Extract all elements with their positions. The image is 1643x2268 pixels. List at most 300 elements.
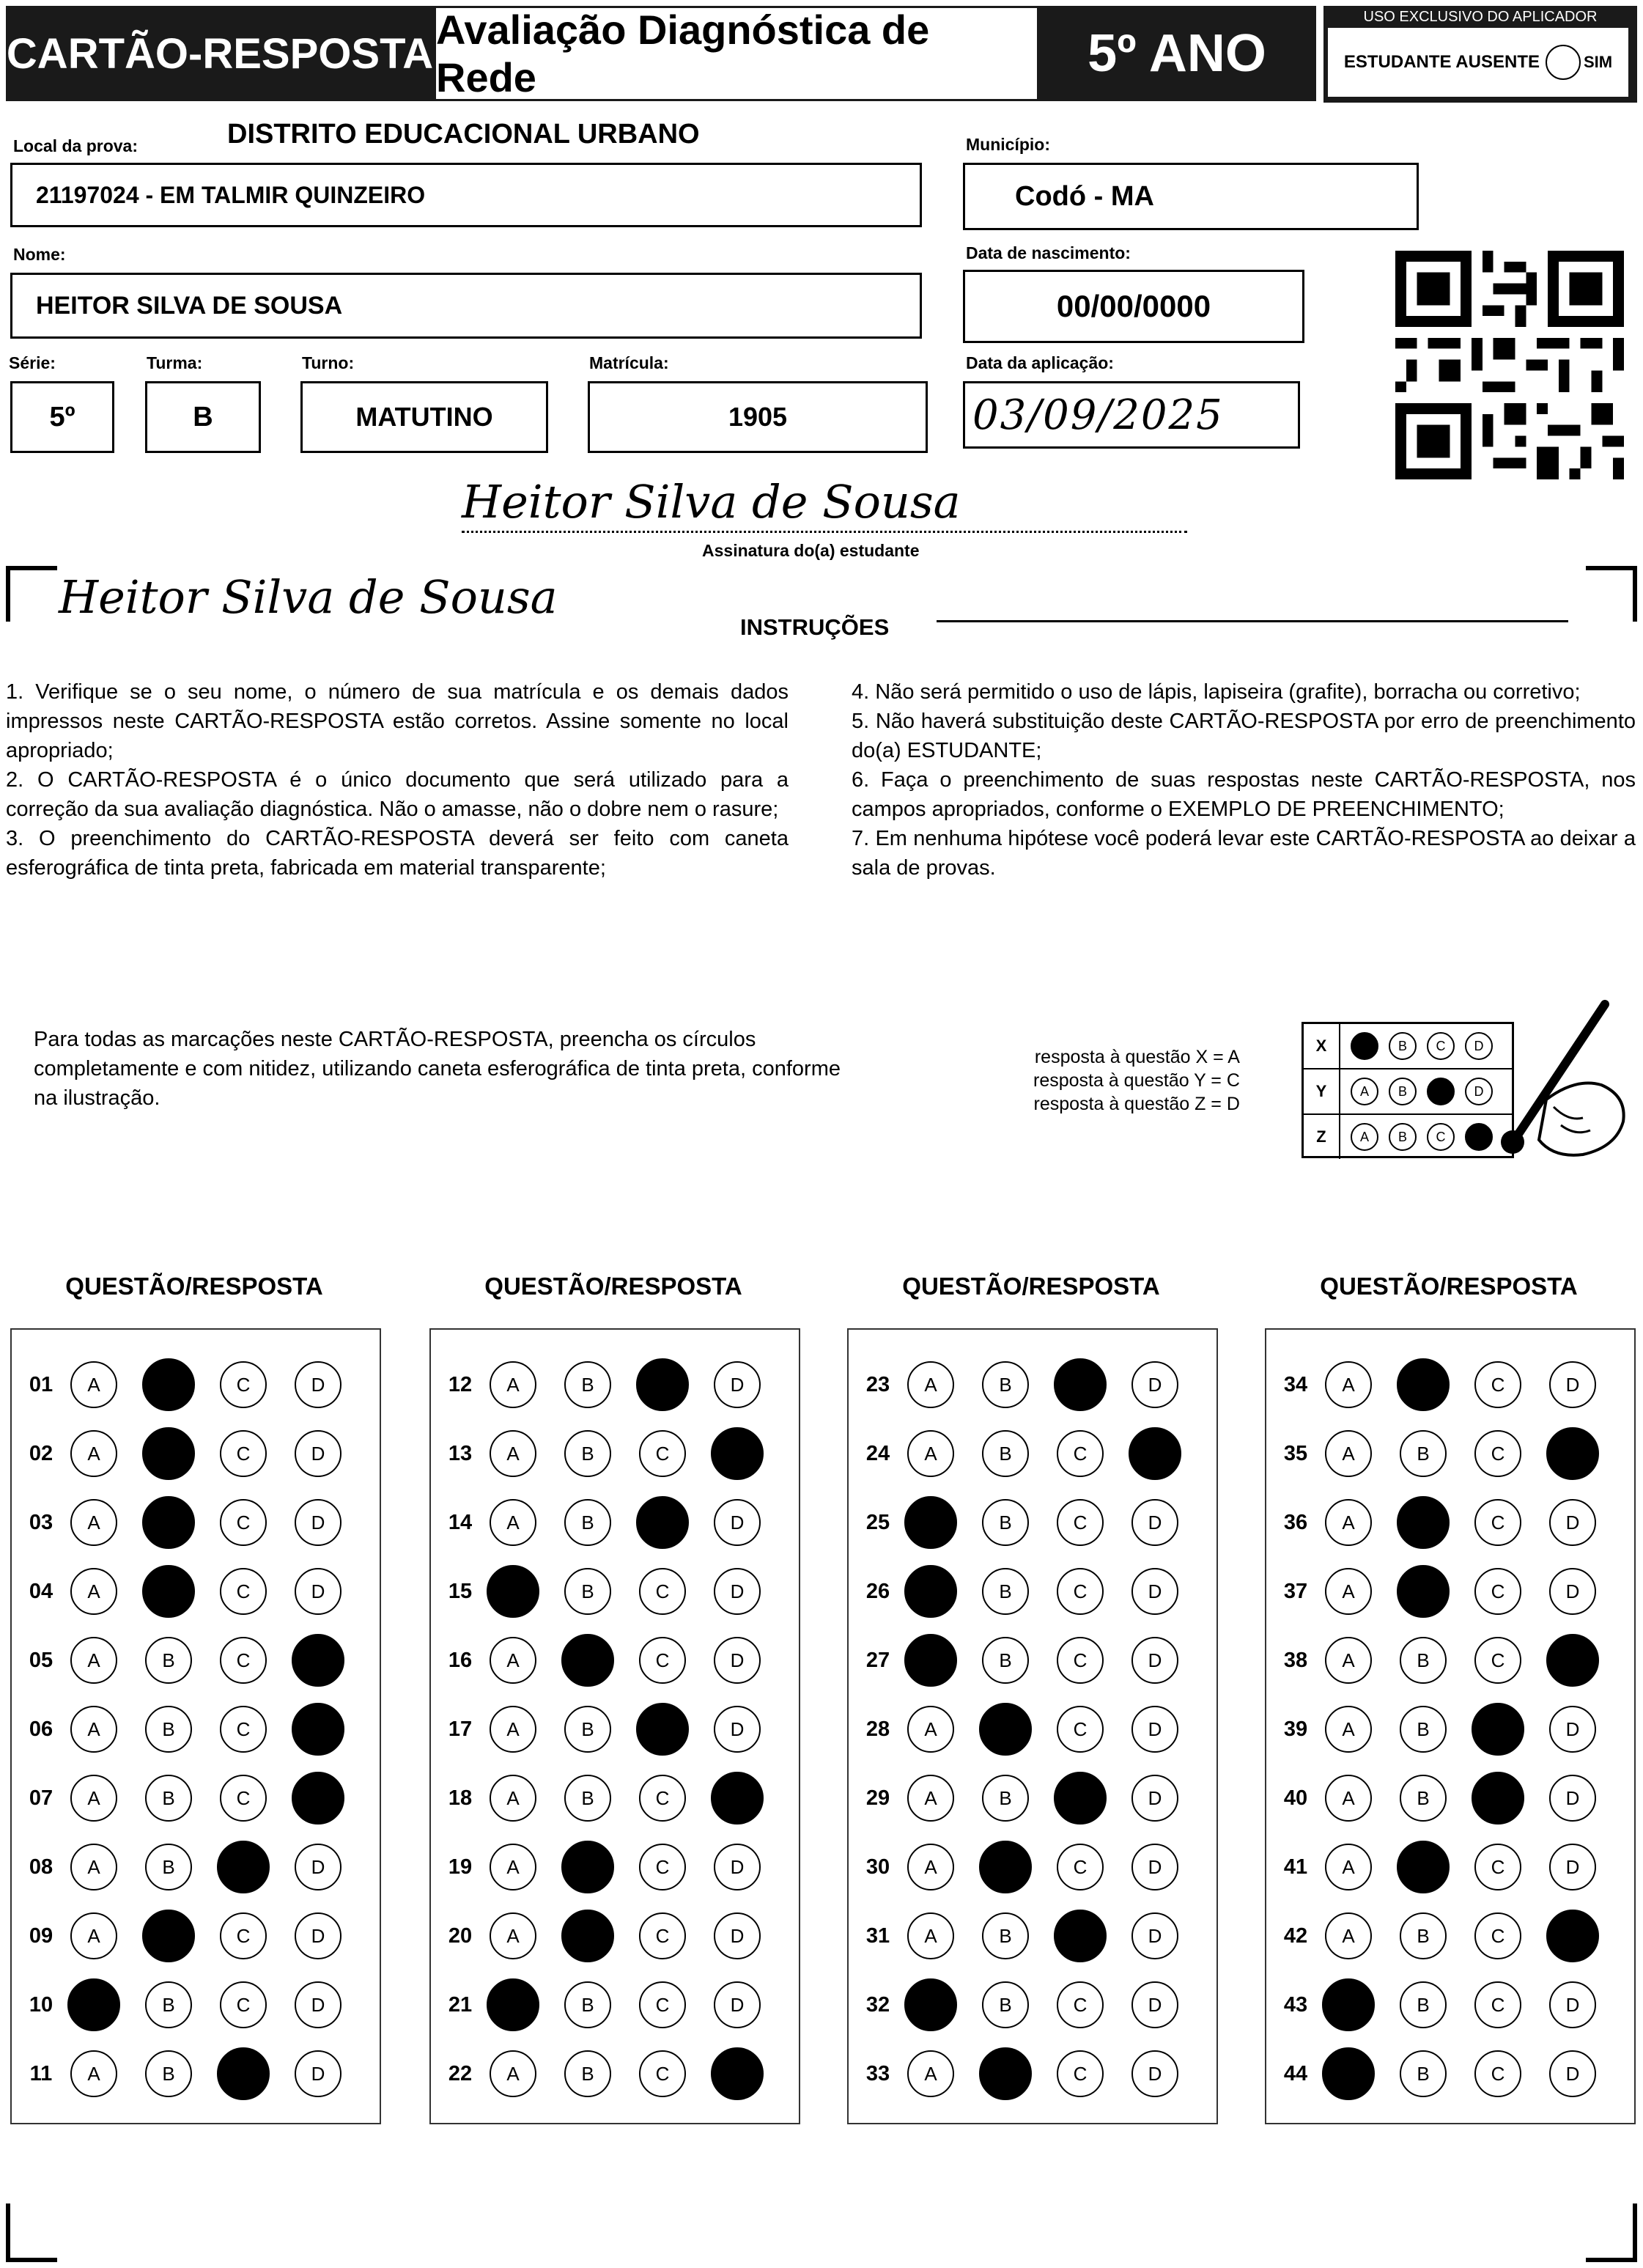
answer-bubble-a[interactable]: A [1325, 1430, 1372, 1477]
answer-bubble-b[interactable]: B [1400, 1706, 1447, 1753]
answer-bubble-a-marked[interactable]: A [487, 1565, 539, 1618]
answer-bubble-b[interactable]: B [1400, 1430, 1447, 1477]
question-row [431, 1979, 789, 2030]
answer-bubble-d[interactable]: D [1131, 1844, 1178, 1890]
answer-bubble-b[interactable]: B [982, 1775, 1029, 1822]
answer-bubble-c[interactable]: C [1057, 1499, 1104, 1546]
answer-bubble-b-marked[interactable]: B [1397, 1358, 1450, 1411]
answer-bubble-d[interactable]: D [1549, 1499, 1596, 1546]
instructions-title: INSTRUÇÕES [740, 614, 890, 640]
question-number: 38 [1283, 1648, 1308, 1672]
question-row [1266, 1635, 1624, 1686]
absent-label: ESTUDANTE AUSENTE [1343, 52, 1540, 72]
answer-bubble-b[interactable]: B [982, 1499, 1029, 1546]
answer-bubble-d[interactable]: D [1549, 1775, 1596, 1822]
answer-bubble-d[interactable]: D [1131, 1361, 1178, 1408]
question-row [12, 1497, 369, 1548]
answer-bubble-d[interactable]: D [1549, 1361, 1596, 1408]
answer-bubble-d[interactable]: D [1131, 1568, 1178, 1615]
local-label: Local da prova: [13, 136, 138, 155]
answer-bubble-c[interactable]: C [639, 1981, 686, 2028]
hand-pen-icon [1473, 997, 1634, 1173]
answer-bubble-a[interactable]: A [70, 1637, 117, 1684]
question-row [849, 1910, 1206, 1962]
answer-bubble-b[interactable]: B [1400, 2050, 1447, 2097]
answer-bubble-a[interactable]: A [1325, 1361, 1372, 1408]
column-title: QUESTÃO/RESPOSTA [1320, 1273, 1578, 1300]
answer-bubble-b[interactable]: B [145, 1637, 192, 1684]
answer-bubble-a[interactable]: A [490, 1637, 536, 1684]
question-number: 17 [448, 1717, 473, 1741]
question-number: 39 [1283, 1717, 1308, 1741]
answer-bubble-a[interactable]: A [907, 1844, 954, 1890]
question-number: 42 [1283, 1923, 1308, 1948]
answer-bubble-d[interactable]: D [714, 1706, 761, 1753]
question-row [431, 1704, 789, 1755]
answer-bubble-c[interactable]: C [220, 1775, 267, 1822]
example-bubble: A [1351, 1078, 1378, 1105]
answer-bubble-a[interactable]: A [70, 2050, 117, 2097]
legend-z: resposta à questão Z = D [1033, 1094, 1240, 1114]
column-title: QUESTÃO/RESPOSTA [484, 1273, 742, 1300]
answer-bubble-a[interactable]: A [907, 1775, 954, 1822]
question-number: 04 [29, 1579, 53, 1603]
answer-bubble-c[interactable]: C [1057, 1981, 1104, 2028]
answer-bubble-a[interactable]: A [1325, 1637, 1372, 1684]
instruction-5: 5. Não haverá substituição deste CARTÃO-RESPOSTA por erro de preenchimento do(a) ESTUDANTE; [852, 710, 1636, 762]
answer-bubble-a[interactable]: A [1325, 1706, 1372, 1753]
answer-bubble-c[interactable]: C [1474, 1361, 1521, 1408]
example-bubble: D [1465, 1032, 1493, 1060]
answer-bubble-c[interactable]: C [1057, 1430, 1104, 1477]
answer-bubble-a-marked[interactable]: A [487, 1978, 539, 2031]
answer-bubble-c[interactable]: C [639, 1637, 686, 1684]
answer-bubble-b[interactable]: B [564, 1981, 611, 2028]
answer-bubble-a[interactable]: A [70, 1844, 117, 1890]
answer-bubble-d[interactable]: D [714, 1981, 761, 2028]
question-row [431, 2048, 789, 2099]
answer-bubble-b-marked[interactable]: B [142, 1496, 195, 1549]
example-bubble: A [1351, 1123, 1378, 1151]
answer-bubble-d[interactable]: D [714, 1361, 761, 1408]
answer-bubble-a[interactable]: A [1325, 1568, 1372, 1615]
turno-label: Turno: [302, 353, 355, 372]
matricula-value: 1905 [728, 402, 788, 432]
answer-bubble-b[interactable]: B [145, 1706, 192, 1753]
question-number: 02 [29, 1441, 53, 1465]
answer-bubble-d[interactable]: D [714, 1844, 761, 1890]
answer-bubble-a-marked[interactable]: A [904, 1634, 957, 1687]
district-name: DISTRITO EDUCACIONAL URBANO [227, 119, 700, 150]
answer-bubble-a-marked[interactable]: A [904, 1978, 957, 2031]
answer-bubble-d[interactable]: D [1131, 1775, 1178, 1822]
nome-value: HEITOR SILVA DE SOUSA [36, 291, 343, 320]
column-title: QUESTÃO/RESPOSTA [65, 1273, 323, 1300]
answer-bubble-a[interactable]: A [490, 1844, 536, 1890]
municipio-value: Codó - MA [1015, 180, 1154, 212]
question-row [1266, 1497, 1624, 1548]
answer-bubble-d[interactable]: D [1549, 1844, 1596, 1890]
answer-bubble-b[interactable]: B [145, 1981, 192, 2028]
answer-bubble-d-marked[interactable]: D [1546, 1634, 1599, 1687]
answer-bubble-b[interactable]: B [145, 1844, 192, 1890]
question-row [12, 1359, 369, 1410]
question-number: 18 [448, 1786, 473, 1810]
answer-bubble-c[interactable]: C [639, 1430, 686, 1477]
local-value: 21197024 - EM TALMIR QUINZEIRO [36, 181, 426, 208]
question-row [1266, 1359, 1624, 1410]
question-row [849, 1359, 1206, 1410]
instruction-3: 3. O preenchimento do CARTÃO-RESPOSTA deverá ser feito com caneta esferográfica de tinta preta, fabricada em material transparente; [6, 827, 789, 880]
question-row [849, 1497, 1206, 1548]
answer-bubble-c-marked[interactable]: C [217, 2047, 270, 2100]
answer-bubble-a[interactable]: A [1325, 1844, 1372, 1890]
answer-bubble-d[interactable]: D [714, 1637, 761, 1684]
answer-bubble-a-marked[interactable]: A [1322, 1978, 1375, 2031]
answer-bubble-b-marked[interactable]: B [1397, 1496, 1450, 1549]
answer-bubble-d-marked[interactable]: D [292, 1772, 344, 1825]
local-field [10, 163, 922, 227]
question-number: 41 [1283, 1855, 1308, 1879]
answer-bubble-b[interactable]: B [564, 1775, 611, 1822]
question-row [849, 1566, 1206, 1617]
answer-bubble-a[interactable]: A [70, 1568, 117, 1615]
answer-bubble-d[interactable]: D [295, 1981, 341, 2028]
answer-bubble-b[interactable]: B [982, 1568, 1029, 1615]
example-bubble: C [1427, 1078, 1455, 1105]
answer-bubble-a-marked[interactable]: A [904, 1496, 957, 1549]
answer-bubble-d-marked[interactable]: D [711, 2047, 764, 2100]
question-row [849, 1841, 1206, 1893]
turma-label: Turma: [147, 353, 203, 372]
answer-bubble-d[interactable]: D [295, 1844, 341, 1890]
example-row-label: X [1304, 1024, 1340, 1068]
answer-bubble-d[interactable]: D [295, 1568, 341, 1615]
question-row [12, 1635, 369, 1686]
nascimento-label: Data de nascimento: [966, 243, 1131, 262]
answer-bubble-d-marked[interactable]: D [711, 1772, 764, 1825]
answer-bubble-b-marked[interactable]: B [561, 1910, 614, 1962]
question-number: 10 [29, 1992, 53, 2017]
question-number: 27 [865, 1648, 890, 1672]
answer-bubble-d[interactable]: D [1131, 1499, 1178, 1546]
answer-bubble-b[interactable]: B [982, 1912, 1029, 1959]
answer-bubble-c[interactable]: C [1474, 1430, 1521, 1477]
question-number: 15 [448, 1579, 473, 1603]
answer-bubble-b[interactable]: B [564, 1430, 611, 1477]
answer-bubble-d[interactable]: D [1549, 1981, 1596, 2028]
answer-bubble-c-marked[interactable]: C [636, 1703, 689, 1756]
answer-bubble-a[interactable]: A [70, 1361, 117, 1408]
question-number: 20 [448, 1923, 473, 1948]
answer-bubble-d[interactable]: D [1131, 2050, 1178, 2097]
answer-bubble-c-marked[interactable]: C [1054, 1772, 1107, 1825]
answer-bubble-a[interactable]: A [907, 1430, 954, 1477]
answer-bubble-d[interactable]: D [1549, 1568, 1596, 1615]
answer-bubble-c-marked[interactable]: C [636, 1358, 689, 1411]
signature-caption: Assinatura do(a) estudante [702, 541, 920, 560]
answer-bubble-c[interactable]: C [220, 1912, 267, 1959]
answer-column [10, 1328, 381, 2124]
answer-bubble-b[interactable]: B [564, 1499, 611, 1546]
answer-bubble-a[interactable]: A [1325, 1912, 1372, 1959]
answer-bubble-c-marked[interactable]: C [1472, 1703, 1524, 1756]
qr-code [1395, 251, 1624, 479]
absent-option: SIM [1584, 53, 1613, 71]
legend-x: resposta à questão X = A [1034, 1047, 1240, 1067]
answer-bubble-b-marked[interactable]: B [979, 1703, 1032, 1756]
nome-field [10, 273, 922, 339]
turno-value: MATUTINO [355, 402, 493, 432]
answer-bubble-b-marked[interactable]: B [561, 1634, 614, 1687]
answer-bubble-c[interactable]: C [1474, 1637, 1521, 1684]
example-bubble: B [1389, 1123, 1417, 1151]
answer-bubble-c[interactable]: C [639, 1844, 686, 1890]
answer-bubble-c[interactable]: C [1057, 1568, 1104, 1615]
nascimento-value: 00/00/0000 [1056, 289, 1211, 323]
answer-bubble-d[interactable]: D [1131, 1637, 1178, 1684]
question-number: 06 [29, 1717, 53, 1741]
answer-bubble-d-marked[interactable]: D [1546, 1910, 1599, 1962]
answer-bubble-d-marked[interactable]: D [1546, 1427, 1599, 1480]
question-number: 26 [865, 1579, 890, 1603]
answer-bubble-a[interactable]: A [907, 1706, 954, 1753]
instructions-left [6, 677, 789, 883]
municipio-label: Município: [966, 135, 1050, 154]
question-row [849, 1428, 1206, 1479]
answer-bubble-a[interactable]: A [70, 1912, 117, 1959]
question-number: 40 [1283, 1786, 1308, 1810]
student-signature: Heitor Silva de Sousa [462, 475, 961, 529]
answer-bubble-d-marked[interactable]: D [711, 1427, 764, 1480]
question-row [12, 1841, 369, 1893]
question-number: 01 [29, 1372, 53, 1396]
example-bubble: D [1465, 1078, 1493, 1105]
serie-value: 5º [49, 401, 75, 432]
answer-bubble-c[interactable]: C [1474, 1981, 1521, 2028]
answer-bubble-d[interactable]: D [714, 1568, 761, 1615]
question-row [12, 1910, 369, 1962]
answer-bubble-a-marked[interactable]: A [904, 1565, 957, 1618]
question-row [849, 1635, 1206, 1686]
answer-bubble-a[interactable]: A [490, 1430, 536, 1477]
answer-bubble-c-marked[interactable]: C [636, 1496, 689, 1549]
instruction-4: 4. Não será permitido o uso de lápis, lapiseira (grafite), borracha ou corretivo; [852, 680, 1581, 704]
question-row [431, 1910, 789, 1962]
answer-bubble-d[interactable]: D [1549, 2050, 1596, 2097]
answer-bubble-d[interactable]: D [1131, 1912, 1178, 1959]
question-number: 44 [1283, 2061, 1308, 2085]
question-number: 19 [448, 1855, 473, 1879]
answer-bubble-c[interactable]: C [639, 2050, 686, 2097]
answer-bubble-b-marked[interactable]: B [561, 1841, 614, 1893]
example-bubble: C [1427, 1032, 1455, 1060]
answer-bubble-b[interactable]: B [982, 1361, 1029, 1408]
answer-bubble-d[interactable]: D [714, 1499, 761, 1546]
instruction-2: 2. O CARTÃO-RESPOSTA é o único documento que será utilizado para a correção da sua avaliação diagnóstica. Não o amasse, não o dobre nem o rasure; [6, 768, 789, 821]
question-number: 29 [865, 1786, 890, 1810]
answer-bubble-c[interactable]: C [1474, 1844, 1521, 1890]
answer-bubble-c[interactable]: C [1474, 1499, 1521, 1546]
answer-bubble-c[interactable]: C [1057, 1637, 1104, 1684]
question-row [1266, 2048, 1624, 2099]
answer-bubble-c[interactable]: C [1474, 1912, 1521, 1959]
answer-bubble-c[interactable]: C [639, 1568, 686, 1615]
turno-field [300, 381, 548, 453]
answer-bubble-c[interactable]: C [220, 1981, 267, 2028]
answer-bubble-b-marked[interactable]: B [1397, 1565, 1450, 1618]
answer-bubble-c[interactable]: C [220, 1499, 267, 1546]
absent-bubble[interactable] [1546, 45, 1581, 80]
answer-bubble-d-marked[interactable]: D [292, 1703, 344, 1756]
answer-bubble-d[interactable]: D [1549, 1706, 1596, 1753]
question-number: 32 [865, 1992, 890, 2017]
answer-bubble-a[interactable]: A [490, 1706, 536, 1753]
question-number: 09 [29, 1923, 53, 1948]
answer-bubble-c-marked[interactable]: C [217, 1841, 270, 1893]
answer-bubble-c[interactable]: C [639, 1912, 686, 1959]
answer-bubble-d[interactable]: D [295, 1499, 341, 1546]
question-row [1266, 1704, 1624, 1755]
answer-bubble-c-marked[interactable]: C [1054, 1910, 1107, 1962]
answer-bubble-b-marked[interactable]: B [142, 1427, 195, 1480]
answer-bubble-b-marked[interactable]: B [142, 1910, 195, 1962]
answer-bubble-a[interactable]: A [70, 1499, 117, 1546]
serie-label: Série: [9, 353, 56, 372]
answer-column [847, 1328, 1218, 2124]
answer-bubble-b-marked[interactable]: B [142, 1565, 195, 1618]
question-row [431, 1359, 789, 1410]
answer-bubble-d[interactable]: D [1131, 1981, 1178, 2028]
answer-bubble-b[interactable]: B [1400, 1637, 1447, 1684]
answer-bubble-d[interactable]: D [714, 1912, 761, 1959]
question-row [431, 1497, 789, 1548]
example-legend [1033, 1045, 1240, 1116]
question-number: 31 [865, 1923, 890, 1948]
turma-field [145, 381, 261, 453]
question-number: 34 [1283, 1372, 1308, 1396]
answer-bubble-c[interactable]: C [1474, 2050, 1521, 2097]
applicator-label: USO EXCLUSIVO DO APLICADOR [1363, 9, 1598, 25]
answer-bubble-d[interactable]: D [295, 1912, 341, 1959]
matricula-field [588, 381, 928, 453]
question-row [431, 1635, 789, 1686]
answer-bubble-c[interactable]: C [220, 1430, 267, 1477]
answer-bubble-a[interactable]: A [490, 2050, 536, 2097]
answer-bubble-c[interactable]: C [220, 1361, 267, 1408]
answer-bubble-a[interactable]: A [490, 1775, 536, 1822]
answer-bubble-a-marked[interactable]: A [1322, 2047, 1375, 2100]
answer-bubble-c[interactable]: C [220, 1637, 267, 1684]
instruction-6: 6. Faça o preenchimento de suas respostas neste CARTÃO-RESPOSTA, nos campos apropriados, conforme o EXEMPLO DE PREENCHIMENTO; [852, 768, 1636, 821]
answer-bubble-a[interactable]: A [490, 1361, 536, 1408]
answer-bubble-d-marked[interactable]: D [1129, 1427, 1181, 1480]
example-row-label: Y [1304, 1069, 1340, 1113]
question-number: 22 [448, 2061, 473, 2085]
question-number: 13 [448, 1441, 473, 1465]
answer-bubble-b[interactable]: B [1400, 1912, 1447, 1959]
question-number: 28 [865, 1717, 890, 1741]
answer-bubble-b[interactable]: B [564, 2050, 611, 2097]
example-bubble: C [1427, 1123, 1455, 1151]
aplicacao-value: 03/09/2025 [972, 391, 1224, 439]
question-number: 30 [865, 1855, 890, 1879]
answer-column [1265, 1328, 1636, 2124]
answer-bubble-a[interactable]: A [907, 1361, 954, 1408]
answer-bubble-c[interactable]: C [220, 1706, 267, 1753]
answer-bubble-d[interactable]: D [295, 1361, 341, 1408]
answer-bubble-b-marked[interactable]: B [979, 1841, 1032, 1893]
question-row [849, 1704, 1206, 1755]
evaluation-title: Avaliação Diagnóstica de Rede [434, 6, 1039, 101]
answer-bubble-b[interactable]: B [564, 1706, 611, 1753]
answer-bubble-b[interactable]: B [145, 2050, 192, 2097]
answer-bubble-a[interactable]: A [907, 1912, 954, 1959]
question-row [849, 1979, 1206, 2030]
answer-bubble-a[interactable]: A [907, 2050, 954, 2097]
example-row-label: Z [1304, 1115, 1340, 1159]
answer-bubble-a[interactable]: A [1325, 1775, 1372, 1822]
answer-bubble-d[interactable]: D [1131, 1706, 1178, 1753]
question-row [1266, 1772, 1624, 1824]
nome-label: Nome: [13, 245, 66, 264]
question-number: 11 [29, 2061, 53, 2085]
answer-bubble-a[interactable]: A [490, 1499, 536, 1546]
question-row [1266, 1910, 1624, 1962]
answer-bubble-b[interactable]: B [982, 1981, 1029, 2028]
answer-bubble-b-marked[interactable]: B [979, 2047, 1032, 2100]
legend-y: resposta à questão Y = C [1033, 1070, 1240, 1091]
answer-bubble-d-marked[interactable]: D [292, 1634, 344, 1687]
answer-bubble-c-marked[interactable]: C [1054, 1358, 1107, 1411]
answer-bubble-b-marked[interactable]: B [1397, 1841, 1450, 1893]
answer-bubble-c[interactable]: C [1057, 1706, 1104, 1753]
answer-bubble-c[interactable]: C [1474, 1568, 1521, 1615]
example-bubble: B [1389, 1032, 1417, 1060]
question-number: 36 [1283, 1510, 1308, 1534]
answer-bubble-d[interactable]: D [295, 1430, 341, 1477]
answer-bubble-b[interactable]: B [982, 1637, 1029, 1684]
answer-bubble-a-marked[interactable]: A [67, 1978, 120, 2031]
answer-bubble-a[interactable]: A [490, 1912, 536, 1959]
answer-bubble-d[interactable]: D [295, 2050, 341, 2097]
answer-bubble-b[interactable]: B [145, 1775, 192, 1822]
answer-bubble-c[interactable]: C [639, 1775, 686, 1822]
municipio-field [963, 163, 1419, 230]
question-row [12, 1979, 369, 2030]
answer-bubble-b[interactable]: B [982, 1430, 1029, 1477]
question-number: 05 [29, 1648, 53, 1672]
answer-bubble-c-marked[interactable]: C [1472, 1772, 1524, 1825]
answer-bubble-c[interactable]: C [1057, 1844, 1104, 1890]
answer-bubble-a[interactable]: A [70, 1430, 117, 1477]
turma-value: B [193, 401, 213, 432]
answer-bubble-c[interactable]: C [1057, 2050, 1104, 2097]
answer-bubble-b[interactable]: B [564, 1361, 611, 1408]
question-row [849, 2048, 1206, 2099]
answer-bubble-b[interactable]: B [564, 1568, 611, 1615]
answer-bubble-b[interactable]: B [1400, 1775, 1447, 1822]
card-label: CARTÃO-RESPOSTA [6, 6, 434, 101]
answer-bubble-b-marked[interactable]: B [142, 1358, 195, 1411]
answer-bubble-a[interactable]: A [1325, 1499, 1372, 1546]
answer-bubble-b[interactable]: B [1400, 1981, 1447, 2028]
question-number: 23 [865, 1372, 890, 1396]
answer-bubble-c[interactable]: C [220, 1568, 267, 1615]
answer-bubble-a[interactable]: A [70, 1706, 117, 1753]
answer-bubble-a[interactable]: A [70, 1775, 117, 1822]
question-row [1266, 1979, 1624, 2030]
